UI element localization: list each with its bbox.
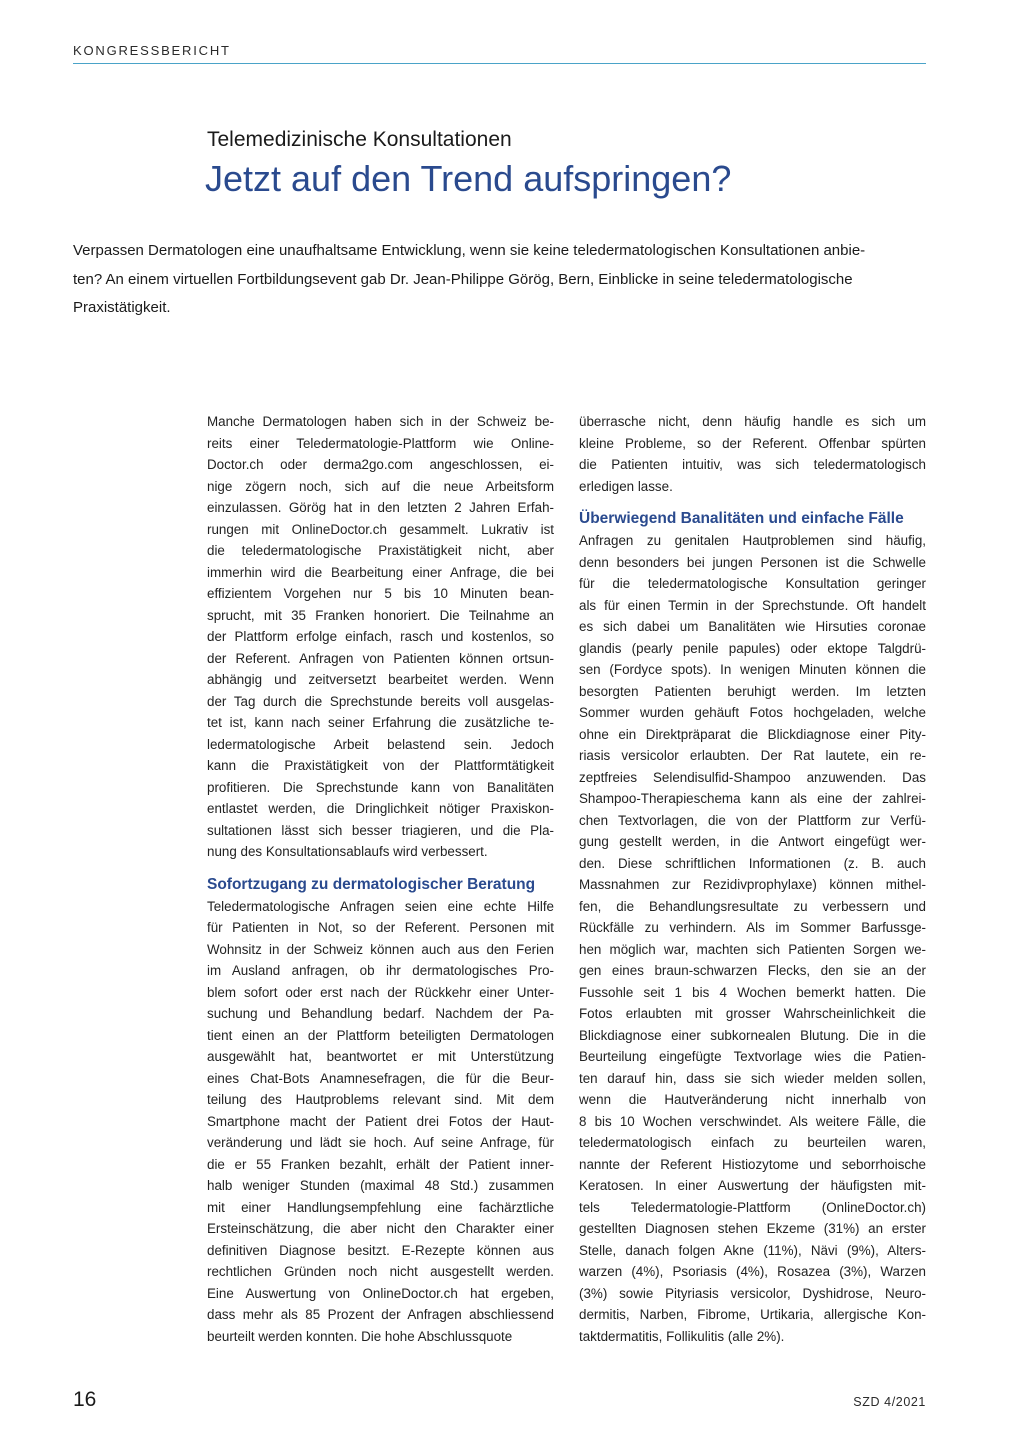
- text-line: hen möglich war, machten sich Patienten Sorgen we-: [579, 941, 926, 957]
- subheading-sofortzugang: Sofortzugang zu dermatologischer Beratung: [207, 875, 536, 893]
- text-line: mit einer Handlungsempfehlung eine fachärztliche: [207, 1199, 554, 1215]
- article-title: Jetzt auf den Trend aufspringen?: [205, 158, 732, 199]
- text-line: gen eines braun-schwarzen Flecks, den sie an der: [579, 963, 926, 978]
- page-number: 16: [73, 1388, 97, 1411]
- header-divider: [73, 63, 926, 64]
- text-line: chen Textvorlagen, die von der Plattform zur Verfü-: [579, 812, 926, 828]
- text-line: die Patienten intuitiv, was sich teledermatologisch: [579, 457, 926, 472]
- text-line: abhängig und zeitversetzt bearbeitet werden. Wenn: [207, 672, 554, 687]
- text-line: Eine Auswertung von OnlineDoctor.ch hat ergeben,: [207, 1285, 554, 1301]
- text-line: Shampoo-Therapieschema kann als eine der zahlrei-: [579, 791, 926, 806]
- text-line: definitiven Diagnose besitzt. E-Rezepte können aus: [207, 1242, 554, 1258]
- text-line: überrasche nicht, denn häufig handle es sich um: [579, 414, 926, 429]
- text-line: Sommer wurden gehäuft Fotos hochgeladen, welche: [579, 705, 926, 720]
- text-line: Blickdiagnose einer subkornealen Blutung. Die in die: [579, 1027, 926, 1043]
- text-line: im Ausland anfragen, ob ihr dermatologisches Pro-: [207, 963, 554, 978]
- text-line: denn besonders bei jungen Personen ist die Schwelle: [579, 554, 926, 570]
- text-line: der Plattform erfolge einfach, rasch und kostenlos, so: [207, 629, 554, 644]
- text-line: sprucht, mit 35 Franken honoriert. Die Teilnahme an: [207, 607, 554, 623]
- text-line: Fotos erlaubten mit grosser Wahrscheinlichkeit die: [579, 1006, 926, 1021]
- text-line: Fussohle seit 1 bis 4 Wochen bemerkt hatten. Die: [579, 984, 926, 1000]
- text-line: dermitis, Narben, Fibrome, Urtikaria, allergische Kon-: [579, 1307, 926, 1322]
- text-line: riasis versicolor erlaubten. Der Rat lautete, ein re-: [579, 748, 926, 763]
- text-line: tels Teledermatologie-Plattform (OnlineDoctor.ch): [579, 1199, 926, 1215]
- text-line: beurteilt werden konnten. Die hohe Abschlussquote: [207, 1328, 513, 1344]
- text-line: tet ist, kann nach seiner Erfahrung die zusätzliche te-: [207, 715, 554, 730]
- text-line: Stelle, danach folgen Akne (11%), Nävi (9%), Alters-: [579, 1242, 926, 1258]
- text-line: entlastet werden, die Dringlichkeit nötiger Praxiskon-: [207, 801, 554, 816]
- lead-line: ten? An einem virtuellen Fortbildungsevent gab Dr. Jean-Philippe Görög, Bern, Einblicke in seine teledermatologische: [73, 270, 853, 288]
- text-line: Manche Dermatologen haben sich in der Schweiz be-: [207, 414, 554, 429]
- text-line: sultationen lässt sich besser triagieren, und die Pla-: [207, 822, 554, 838]
- text-line: Wohnsitz in der Schweiz können auch aus den Ferien: [207, 941, 554, 957]
- text-line: der Referent. Anfragen von Patienten können ortsun-: [207, 650, 554, 666]
- text-line: rungen mit OnlineDoctor.ch gesammelt. Lukrativ ist: [207, 521, 554, 537]
- text-line: blem sofort oder erst nach der Rückkehr einer Unter-: [207, 984, 554, 1000]
- text-line: (3%) sowie Pityriasis versicolor, Dyshidrose, Neuro-: [579, 1285, 926, 1301]
- text-line: als für einen Termin in der Sprechstunde. Oft handelt: [579, 597, 926, 613]
- text-line: kleine Probleme, so der Referent. Offenbar spürten: [579, 435, 926, 451]
- text-line: besorgten Patienten beruhigt werden. Im letzten: [579, 683, 926, 699]
- text-line: taktdermatitis, Follikulitis (alle 2%).: [579, 1328, 785, 1344]
- subheading-banalitaeten: Überwiegend Banalitäten und einfache Fälle: [579, 510, 904, 527]
- text-line: kann die Praxistätigkeit von der Plattformtätigkeit: [207, 758, 554, 773]
- text-line: fen, die Behandlungsresultate zu verbessern und: [579, 898, 926, 914]
- text-line: die er 55 Franken bezahlt, erhält der Patient inner-: [207, 1156, 554, 1172]
- text-line: reits einer Teledermatologie-Plattform wie Online-: [207, 435, 554, 451]
- text-line: dass mehr als 85 Prozent der Anfragen abschliessend: [207, 1307, 554, 1322]
- text-line: ausgewählt hat, beantwortet er mit Unterstützung: [207, 1049, 554, 1064]
- text-line: profitieren. Die Sprechstunde kann von Banalitäten: [207, 779, 554, 795]
- right-paragraph-1: [579, 411, 926, 497]
- text-line: nige zögern noch, sich auf die neue Arbeitsform: [207, 478, 554, 494]
- text-line: Anfragen zu genitalen Hautproblemen sind häufig,: [579, 533, 926, 548]
- left-paragraph-2: [207, 896, 554, 1348]
- text-line: teilung des Hautproblems relevant sind. Mit dem: [207, 1092, 554, 1107]
- text-line: wenn die Hautveränderung nicht innerhalb von: [579, 1092, 926, 1107]
- text-line: es sich dabei um Banalitäten wie Hirsuties coronae: [579, 619, 926, 634]
- article-kicker: Telemedizinische Konsultationen: [207, 128, 512, 151]
- text-line: Doctor.ch oder derma2go.com angeschlossen, ei-: [207, 457, 554, 472]
- text-line: für Patienten in Not, so der Referent. Personen mit: [207, 920, 554, 935]
- text-line: gung gestellt werden, in die Antwort eingefügt wer-: [579, 834, 926, 849]
- text-line: nannte der Referent Histiozytome und seborrhoische: [579, 1156, 926, 1172]
- text-line: für die teledermatologische Konsultation geringer: [579, 576, 926, 591]
- text-line: eines Chat-Bots Anamnesefragen, die für die Beur-: [207, 1070, 554, 1086]
- section-label: KONGRESSBERICHT: [73, 43, 231, 58]
- text-line: veränderung und lädt sie hoch. Auf seine Anfrage, für: [207, 1135, 554, 1150]
- text-line: nung des Konsultationsablaufs wird verbessert.: [207, 844, 488, 859]
- text-line: den. Diese schriftlichen Informationen (z. B. auch: [579, 855, 926, 871]
- right-paragraph-2: [579, 530, 926, 1347]
- text-line: die teledermatologische Praxistätigkeit nicht, aber: [207, 543, 554, 558]
- text-line: Beurteilung eingefügte Textvorlage wies die Patien-: [579, 1049, 926, 1064]
- text-line: Teledermatologische Anfragen seien eine echte Hilfe: [207, 898, 554, 914]
- text-line: effizientem Vorgehen nur 5 bis 10 Minuten bean-: [207, 586, 554, 601]
- text-line: glandis (pearly penile papules) oder ektope Talgdrü-: [579, 640, 926, 656]
- text-line: suchung und Behandlung bedarf. Nachdem der Pa-: [207, 1006, 554, 1021]
- text-line: teledermatologisch einfach zu beurteilen waren,: [579, 1135, 926, 1150]
- article-lead: [73, 237, 926, 323]
- text-line: halb weniger Stunden (maximal 48 Std.) zusammen: [207, 1178, 554, 1193]
- lead-line: Verpassen Dermatologen eine unaufhaltsame Entwicklung, wenn sie keine teledermatologischen Konsultationen anbie-: [73, 242, 866, 259]
- lead-line: Praxistätigkeit.: [73, 299, 171, 316]
- text-line: erledigen lasse.: [579, 478, 673, 494]
- text-line: Smartphone macht der Patient drei Fotos der Haut-: [207, 1113, 554, 1129]
- text-line: 8 bis 10 Wochen verschwindet. Als weitere Fälle, die: [579, 1113, 926, 1129]
- text-line: einzulassen. Görög hat in den letzten 2 Jahren Erfah-: [207, 500, 554, 515]
- text-line: zeptfreies Selendisulfid-Shampoo anzuwenden. Das: [579, 769, 926, 785]
- text-line: Rückfälle zu verhindern. Als im Sommer Barfussge-: [579, 920, 926, 935]
- text-line: immerhin wird die Bearbeitung einer Anfrage, die bei: [207, 564, 554, 580]
- text-line: gestellten Diagnosen stehen Ekzeme (31%) an erster: [579, 1221, 926, 1236]
- issue-label: SZD 4/2021: [853, 1395, 926, 1409]
- text-line: ohne ein Direktpräparat die Blickdiagnose einer Pity-: [579, 726, 926, 742]
- text-line: rechtlichen Gründen noch nicht ausgestellt werden.: [207, 1264, 554, 1279]
- text-line: der Tag durch die Sprechstunde bereits voll ausgelas-: [207, 693, 554, 709]
- text-line: Massnahmen zur Rezidivprophylaxe) können mithel-: [579, 877, 926, 892]
- right-column: [579, 411, 926, 1347]
- text-line: Ersteinschätzung, die aber nicht den Charakter einer: [207, 1221, 554, 1236]
- text-line: sen (Fordyce spots). In wenigen Minuten können die: [579, 662, 926, 677]
- text-line: warzen (4%), Psoriasis (4%), Rosazea (3%), Warzen: [579, 1264, 926, 1279]
- text-line: ten darauf hin, dass sie sich wieder melden sollen,: [579, 1070, 926, 1086]
- text-line: ledermatologische Arbeit belastend sein. Jedoch: [207, 736, 554, 752]
- text-line: tient einen an der Plattform beteiligten Dermatologen: [207, 1027, 554, 1043]
- text-line: Keratosen. In einer Auswertung der häufigsten mit-: [579, 1178, 926, 1193]
- left-paragraph-1: [207, 411, 554, 863]
- left-column: [207, 411, 554, 1347]
